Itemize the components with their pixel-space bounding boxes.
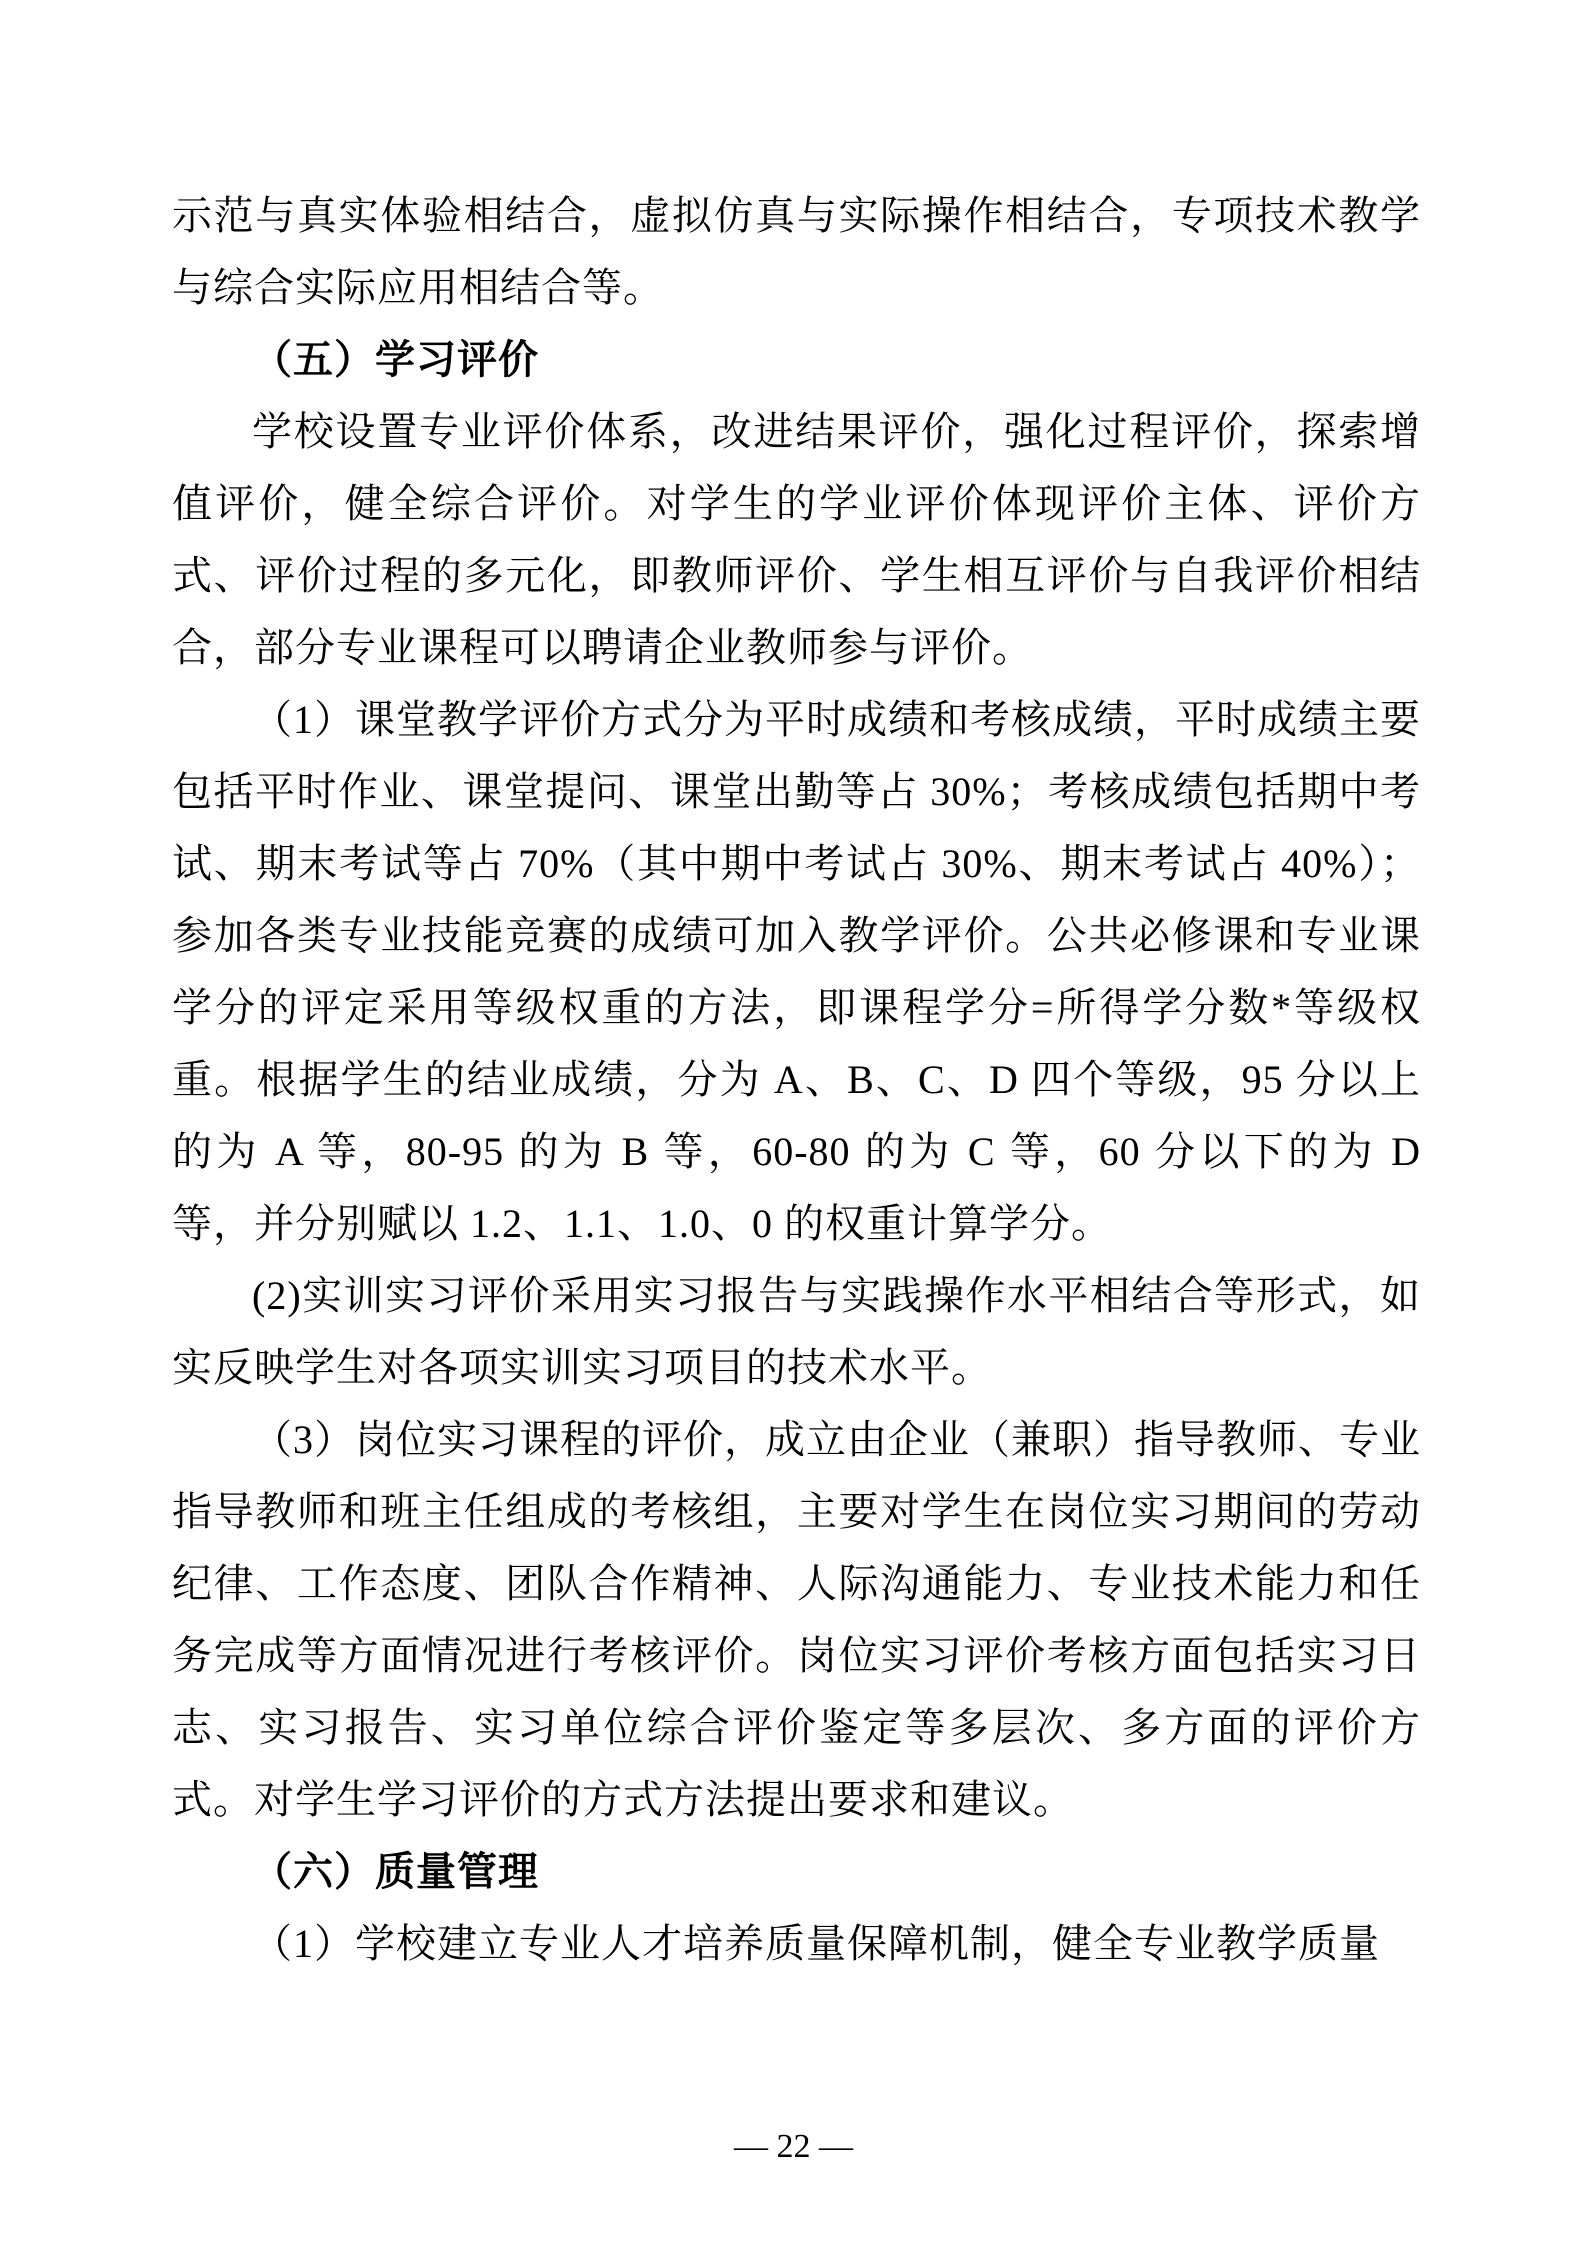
page-number: — 22 — [734,2128,853,2165]
paragraph-practical-training-evaluation: (2)实训实习评价采用实习报告与实践操作水平相结合等形式，如实反映学生对各项实训实习项目的技术水平。 [172,1273,1421,1390]
section-heading-quality-management: （六）质量管理 [252,1850,539,1894]
paragraph-classroom-evaluation: （1）课堂教学评价方式分为平时成绩和考核成绩，平时成绩主要包括平时作业、课堂提问、课堂出勤等占 30%；考核成绩包括期中考试、期末考试等占 70%（其中期中考试占 30%、期末考试占 40%）；参加各类专业技能竞赛的成绩可加入教学评价。公共必修课和专业课学分的评定采用等级权重的方法，即课程学分=所得学分数*等级权重。根据学生的结业成绩，分为 A、B、C、D 四个等级，95 分以上的为 A 等，80-95 的为 B 等，60-80 的为 C 等，60 分以下的为 D 等，并分别赋以 1.2、1.1、1.0、0 的权重计算学分。 [172,697,1421,1246]
paragraph-internship-evaluation: （3）岗位实习课程的评价，成立由企业（兼职）指导教师、专业指导教师和班主任组成的考核组，主要对学生在岗位实习期间的劳动纪律、工作态度、团队合作精神、人际沟通能力、专业技术能力和任务完成等方面情况进行考核评价。岗位实习评价考核方面包括实习日志、实习报告、实习单位综合评价鉴定等多层次、多方面的评价方式。对学生学习评价的方式方法提出要求和建议。 [172,1417,1421,1822]
paragraph-evaluation-system: 学校设置专业评价体系，改进结果评价，强化过程评价，探索增值评价，健全综合评价。对学生的学业评价体现评价主体、评价方式、评价过程的多元化，即教师评价、学生相互评价与自我评价相结合，部分专业课程可以聘请企业教师参与评价。 [172,409,1421,670]
paragraph-teaching-methods-continuation: 示范与真实体验相结合，虚拟仿真与实际操作相结合，专项技术教学与综合实际应用相结合等。 [172,193,1421,310]
section-heading-learning-evaluation: （五）学习评价 [252,338,539,382]
document-content [172,180,1421,1980]
paragraph-quality-assurance: （1）学校建立专业人才培养质量保障机制，健全专业教学质量 [252,1921,1380,1966]
